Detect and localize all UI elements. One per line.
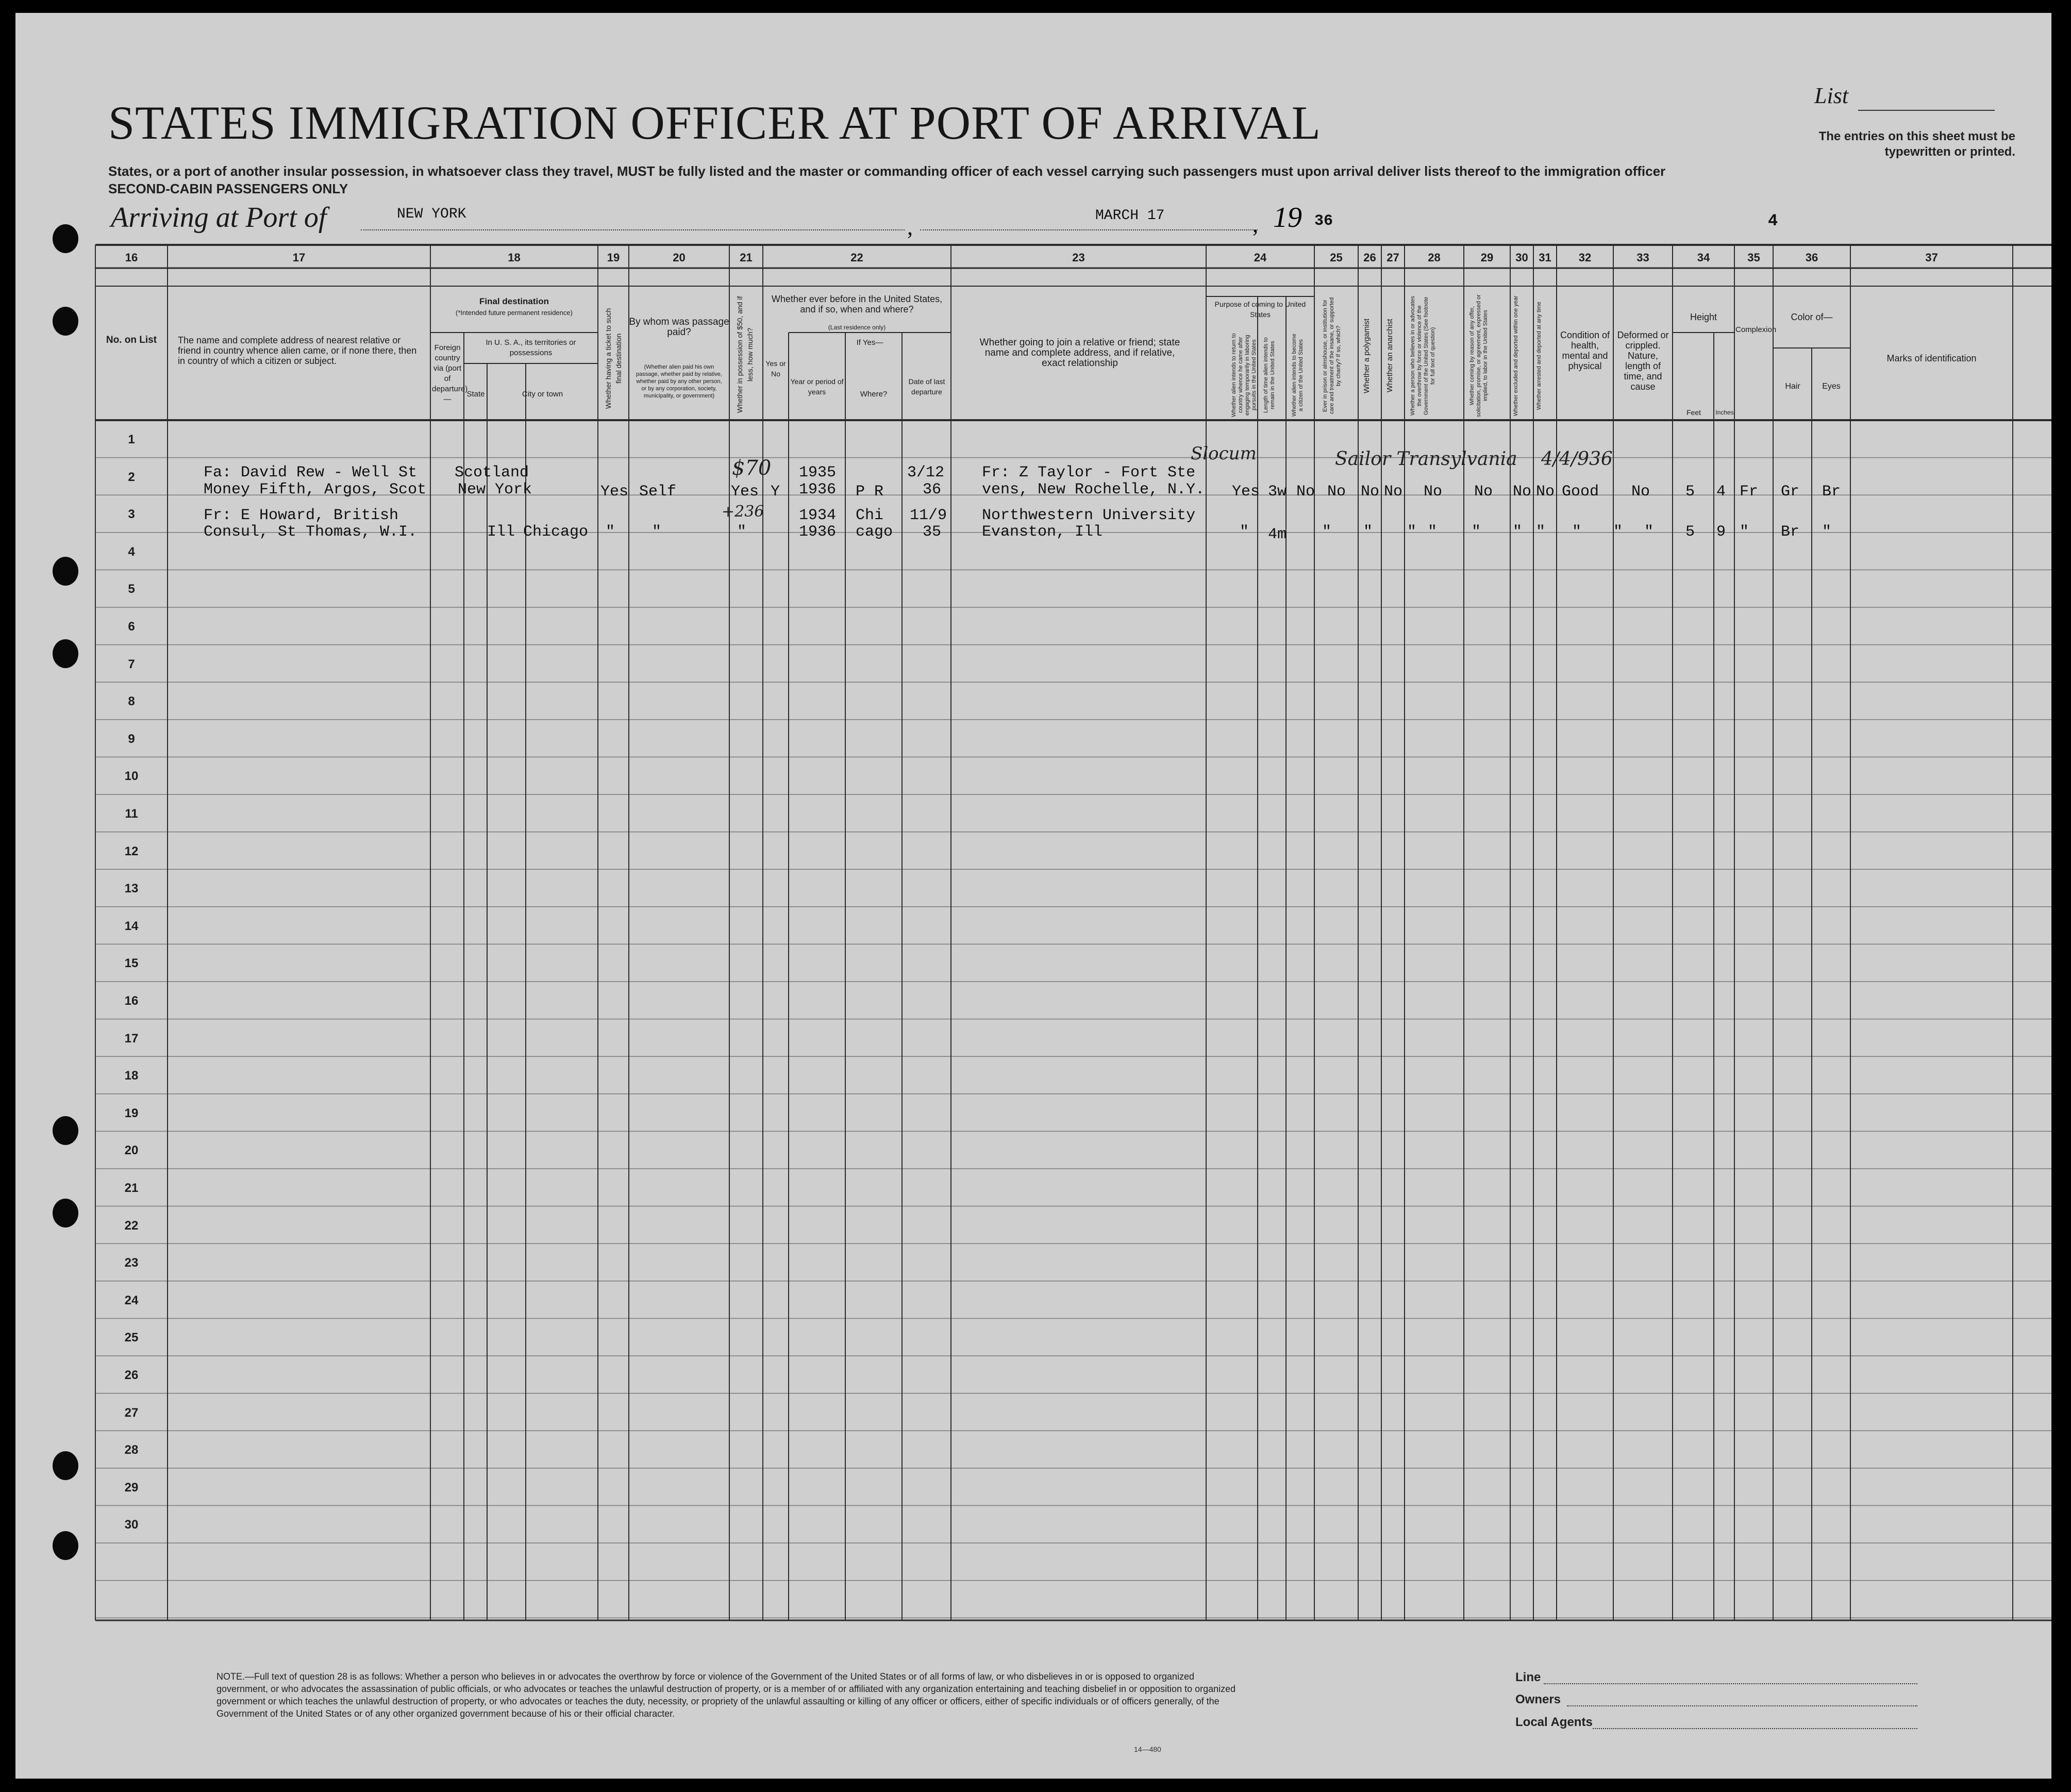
row1-departure-line1: 3/12 bbox=[907, 464, 945, 482]
row2-departure-line1: 11/9 bbox=[910, 507, 947, 524]
row2-money-handwritten: +236 bbox=[722, 503, 764, 521]
row1-complexion: Fr bbox=[1740, 483, 1759, 501]
page-title: STATES IMMIGRATION OFFICER AT PORT OF ARRIVAL bbox=[108, 96, 1321, 149]
row2-arrested: " bbox=[1572, 523, 1582, 541]
row2-excluded: " bbox=[1536, 523, 1546, 541]
header-purpose: Purpose of coming to United States bbox=[1214, 300, 1306, 319]
row1-labor: No bbox=[1474, 483, 1493, 501]
row1-joining-line1: Fr: Z Taylor - Fort Ste bbox=[982, 464, 1196, 482]
row1-annotation-date: 4/4/936 bbox=[1541, 449, 1613, 470]
row2-feet: 5 bbox=[1685, 523, 1695, 541]
year-suffix: 36 bbox=[1314, 212, 1333, 230]
row1-condition: Good bbox=[1562, 483, 1599, 501]
row-number: 24 bbox=[124, 1293, 139, 1307]
row-number: 14 bbox=[124, 919, 139, 933]
line-label: Line bbox=[1515, 1670, 1541, 1684]
header-last-departure: Date of last departure bbox=[908, 377, 945, 396]
col-number: 31 bbox=[1539, 251, 1551, 264]
row2-hair: Br bbox=[1781, 523, 1800, 541]
row-number: 17 bbox=[124, 1031, 139, 1046]
row2-overthrow: " bbox=[1472, 523, 1481, 541]
header-city: City or town bbox=[522, 390, 563, 399]
row-number: 15 bbox=[124, 956, 139, 971]
comma-separator: , bbox=[907, 214, 913, 240]
row-number: 8 bbox=[128, 694, 135, 709]
col-number: 22 bbox=[850, 251, 863, 264]
header-marks: Marks of identification bbox=[1886, 353, 1977, 363]
col-number: 32 bbox=[1578, 251, 1592, 264]
col-number: 25 bbox=[1330, 251, 1343, 264]
header-anarchist: Whether an anarchist bbox=[1385, 319, 1394, 393]
header-hair: Hair bbox=[1785, 382, 1800, 391]
row-number: 10 bbox=[124, 769, 139, 784]
row2-paid-by: " bbox=[652, 523, 662, 541]
row-number: 27 bbox=[124, 1405, 139, 1420]
header-yes-or-no: Yes or No bbox=[765, 359, 786, 378]
row-number: 23 bbox=[124, 1256, 139, 1270]
comma-separator-2: , bbox=[1252, 212, 1258, 237]
row2-complexion: " bbox=[1740, 523, 1749, 541]
row2-labor: " bbox=[1513, 523, 1523, 541]
row-number: 16 bbox=[124, 994, 139, 1008]
col-number: 30 bbox=[1515, 251, 1528, 264]
manifest-sheet bbox=[15, 13, 2051, 1779]
row1-joining-line2: vens, New Rochelle, N.Y. bbox=[982, 481, 1205, 499]
row-number: 25 bbox=[124, 1331, 139, 1345]
header-if-yes: If Yes— bbox=[856, 338, 883, 347]
row-number: 11 bbox=[125, 807, 138, 821]
header-foreign-country: Foreign country via (port of departure)— bbox=[432, 343, 468, 404]
row-number: 21 bbox=[124, 1181, 139, 1195]
owners-label: Owners bbox=[1515, 1693, 1561, 1706]
row2-year-line2: 1936 bbox=[799, 523, 837, 541]
col-number: 33 bbox=[1636, 251, 1649, 264]
row2-length-of-stay: 4m bbox=[1268, 526, 1287, 543]
row-number: 26 bbox=[124, 1368, 139, 1382]
line-field bbox=[1544, 1683, 1917, 1684]
row1-state: New York bbox=[458, 481, 532, 499]
col-number: 18 bbox=[508, 251, 521, 264]
row-number: 28 bbox=[124, 1443, 139, 1457]
header-no-on-list: No. on List bbox=[106, 335, 157, 345]
instruction-line: States, or a port of another insular possession, in whatsoever class they travel, MUST be fully listed and the master or commanding officer of each vessel carrying such passengers must upon arrival deliver lists thereof to the immigration officer bbox=[108, 163, 1666, 179]
col-number: 23 bbox=[1072, 251, 1085, 264]
row1-inches: 4 bbox=[1716, 483, 1726, 501]
sheet-number: 4 bbox=[1768, 211, 1778, 230]
row2-prison: " bbox=[1363, 523, 1373, 541]
row-number: 1 bbox=[128, 433, 135, 446]
row1-ever-before: Y bbox=[771, 483, 780, 501]
row2-citizen: " bbox=[1322, 523, 1332, 541]
row-number: 4 bbox=[128, 544, 135, 559]
row1-relative-line1: Fa: David Rew - Well St bbox=[204, 464, 417, 482]
row2-polygamist: " bbox=[1407, 523, 1417, 541]
header-passage-paid-note: (Whether alien paid his own passage, whether paid by relative, whether paid by any other person, or by any corporation, society, municipality, or government) bbox=[636, 364, 722, 399]
port-value: NEW YORK bbox=[397, 206, 466, 222]
row1-citizen: No bbox=[1296, 483, 1315, 501]
row2-condition: " bbox=[1613, 523, 1623, 541]
row2-departure-line2: 35 bbox=[923, 523, 942, 541]
row-number: 19 bbox=[124, 1106, 139, 1120]
row2-year-line1: 1934 bbox=[799, 507, 837, 524]
row1-deformed: No bbox=[1631, 483, 1650, 501]
col-number: 16 bbox=[125, 251, 138, 264]
header-joining: Whether going to join a relative or friend; state name and complete address, and if relative, exact relationship bbox=[979, 337, 1180, 369]
header-arrested: Whether arrested and deported at any time bbox=[1536, 302, 1542, 410]
row1-overthrow: No bbox=[1424, 483, 1443, 501]
row1-arrested: No bbox=[1536, 483, 1555, 501]
header-final-destination-note: (*Intended future permanent residence) bbox=[456, 309, 573, 317]
row2-joining-line2: Evanston, Ill bbox=[982, 523, 1103, 541]
col-number: 29 bbox=[1480, 251, 1494, 264]
class-note: SECOND-CABIN PASSENGERS ONLY bbox=[108, 181, 348, 196]
list-label: List bbox=[1814, 83, 1849, 108]
header-relative-address: The name and complete address of nearest relative or friend in country whence alien came, or if none there, then in country of which a citizen or subject. bbox=[178, 335, 417, 366]
row1-ticket: Yes bbox=[600, 483, 629, 501]
header-ticket: Whether having a ticket to such final destination bbox=[604, 308, 623, 409]
col-number: 36 bbox=[1805, 251, 1818, 264]
row2-possession: " bbox=[737, 523, 747, 541]
col-number: 34 bbox=[1697, 251, 1710, 264]
header-state: State bbox=[466, 390, 485, 399]
row2-state: Ill bbox=[487, 523, 515, 541]
row-number: 22 bbox=[124, 1218, 139, 1233]
header-final-destination: Final destination bbox=[479, 296, 549, 306]
header-length-of-time: Length of time alien intends to remain in the United States bbox=[1263, 337, 1276, 413]
header-intends-return: Whether alien intends to return to country whence he came after engaging temporarily in laboring pursuits in the United States bbox=[1231, 333, 1257, 417]
row-number: 29 bbox=[124, 1480, 139, 1495]
header-where: Where? bbox=[860, 390, 888, 399]
footnote: NOTE.—Full text of question 28 is as follows: Whether a person who believes in or advocates the overthrow by force or violence of the Government of the United States or of all forms of law, or who disbelieves in or is opposed to organized government, or who advocates the assassination of public officials, or who advocates or teaches the unlawful destruction of property, or is a member of or affiliated with any organization entertaining and teaching disbelief in or opposition to organized government or which teaches the unlawful destruction of property, or who advocates or teaches the duty, necessity, or propriety of the unlawful assaulting or killing of any officer or officers, either of specific individuals or of officers generally, of the Government of the United States or of any other organized government because of his or their official character. bbox=[216, 1671, 1236, 1719]
col-number: 24 bbox=[1254, 251, 1267, 264]
row-number: 18 bbox=[124, 1069, 139, 1083]
row2-eyes: " bbox=[1822, 523, 1832, 541]
row1-foreign-country: Scotland bbox=[455, 464, 529, 482]
col-number: 28 bbox=[1428, 251, 1441, 264]
header-possession: Whether in possession of $50, and if less, how much? bbox=[736, 296, 754, 413]
row-number: 5 bbox=[128, 582, 135, 596]
form-grid bbox=[15, 13, 2051, 1779]
local-agents-field bbox=[1593, 1728, 1917, 1729]
date-value: MARCH 17 bbox=[1095, 208, 1165, 224]
local-agents-label: Local Agents bbox=[1515, 1715, 1593, 1729]
row2-deformed: " bbox=[1644, 523, 1654, 541]
row2-intends-return: " bbox=[1240, 523, 1249, 541]
row2-relative-line1: Fr: E Howard, British bbox=[204, 507, 399, 524]
owners-field bbox=[1567, 1705, 1917, 1706]
arriving-label: Arriving at Port of bbox=[111, 202, 327, 234]
col-number: 17 bbox=[292, 251, 306, 264]
row2-inches: 9 bbox=[1716, 523, 1726, 541]
col-number: 19 bbox=[607, 251, 620, 264]
row-number: 9 bbox=[128, 732, 135, 746]
header-in-usa: In U. S. A., its territories or possessions bbox=[486, 338, 576, 357]
header-citizen: Whether alien intends to become a citizen of the United States bbox=[1291, 334, 1304, 417]
header-eyes: Eyes bbox=[1822, 382, 1841, 391]
header-overthrow: Whether a person who believes in or advocates the overthrow by force or violence of the Government of the United States (See footnote for full text of question) bbox=[1410, 296, 1436, 416]
row-number: 3 bbox=[128, 507, 135, 522]
row-number: 13 bbox=[124, 882, 139, 896]
row1-length-of-stay: 3w bbox=[1268, 483, 1287, 501]
header-offer-of-labor: Whether coming by reason of any offer, solicitation, promise, or agreement, expressed or implied, to labor in the United States bbox=[1469, 294, 1489, 417]
header-passage-paid: By whom was passage paid? bbox=[629, 317, 729, 338]
row2-ticket: " bbox=[606, 523, 615, 541]
header-prison: Ever in prison or almshouse, or institution for care and treatment of the insane, or supported by charity? If so, which? bbox=[1322, 297, 1342, 414]
row-number: 12 bbox=[124, 844, 139, 858]
row1-money-handwritten: $70 bbox=[732, 456, 772, 480]
header-complexion: Complexion bbox=[1735, 325, 1777, 334]
col-number: 35 bbox=[1747, 251, 1760, 264]
header-height: Height bbox=[1690, 312, 1717, 322]
entries-note: The entries on this sheet must be typewritten or printed. bbox=[1818, 129, 2015, 159]
row2-where-line2: cago bbox=[856, 523, 893, 541]
row1-polygamist: No bbox=[1361, 483, 1380, 501]
row1-year-line1: 1935 bbox=[799, 464, 837, 482]
row1-eyes: Br bbox=[1822, 483, 1841, 501]
row2-anarchist: " bbox=[1428, 523, 1438, 541]
row1-hair: Gr bbox=[1781, 483, 1800, 501]
row1-relative-line2: Money Fifth, Argos, Scot bbox=[204, 481, 427, 499]
header-polygamist: Whether a polygamist bbox=[1362, 318, 1371, 393]
row1-departure-line2: 36 bbox=[923, 481, 942, 499]
header-last-residence: (Last residence only) bbox=[828, 324, 886, 331]
row1-annotation-ship: Sailor Transylvania bbox=[1335, 449, 1517, 470]
year-prefix: 19 bbox=[1273, 202, 1302, 234]
header-inches: Inches bbox=[1715, 409, 1734, 416]
header-color-of: Color of— bbox=[1791, 312, 1833, 322]
row1-anarchist: No bbox=[1384, 483, 1403, 501]
form-code: 14—480 bbox=[1134, 1745, 1161, 1753]
col-number: 37 bbox=[1925, 251, 1938, 264]
header-condition: Condition of health, mental and physical bbox=[1560, 330, 1610, 371]
row2-where-line1: Chi bbox=[856, 507, 884, 524]
row1-paid-by: Self bbox=[639, 483, 677, 501]
row1-prison: No bbox=[1327, 483, 1346, 501]
row1-where: P R bbox=[856, 483, 884, 501]
col-number: 26 bbox=[1363, 251, 1376, 264]
header-ever-before: Whether ever before in the United States, and if so, when and where? bbox=[771, 294, 943, 314]
row-number: 20 bbox=[124, 1143, 139, 1158]
row2-city: Chicago bbox=[523, 523, 589, 541]
row1-excluded: No bbox=[1513, 483, 1532, 501]
row-number: 2 bbox=[128, 470, 135, 484]
row2-relative-line2: Consul, St Thomas, W.I. bbox=[204, 523, 417, 541]
header-feet: Feet bbox=[1686, 408, 1701, 417]
row1-year-line2: 1936 bbox=[799, 481, 837, 499]
row-number: 30 bbox=[124, 1518, 139, 1532]
row-number: 6 bbox=[128, 620, 135, 634]
header-excluded: Whether excluded and deported within one year bbox=[1513, 295, 1519, 416]
row-number: 7 bbox=[128, 657, 135, 671]
row1-annotation-name: Slocum bbox=[1191, 443, 1257, 464]
col-number: 27 bbox=[1387, 251, 1399, 264]
col-number: 20 bbox=[673, 251, 686, 264]
row2-joining-line1: Northwestern University bbox=[982, 507, 1196, 524]
row1-possession: Yes bbox=[731, 483, 759, 501]
header-year-period: Year or period of years bbox=[790, 377, 844, 396]
row1-feet: 5 bbox=[1685, 483, 1695, 501]
header-deformed: Deformed or crippled. Nature, length of time, and cause bbox=[1617, 330, 1669, 392]
col-number: 21 bbox=[740, 251, 753, 264]
row1-intends-return: Yes bbox=[1232, 483, 1260, 501]
